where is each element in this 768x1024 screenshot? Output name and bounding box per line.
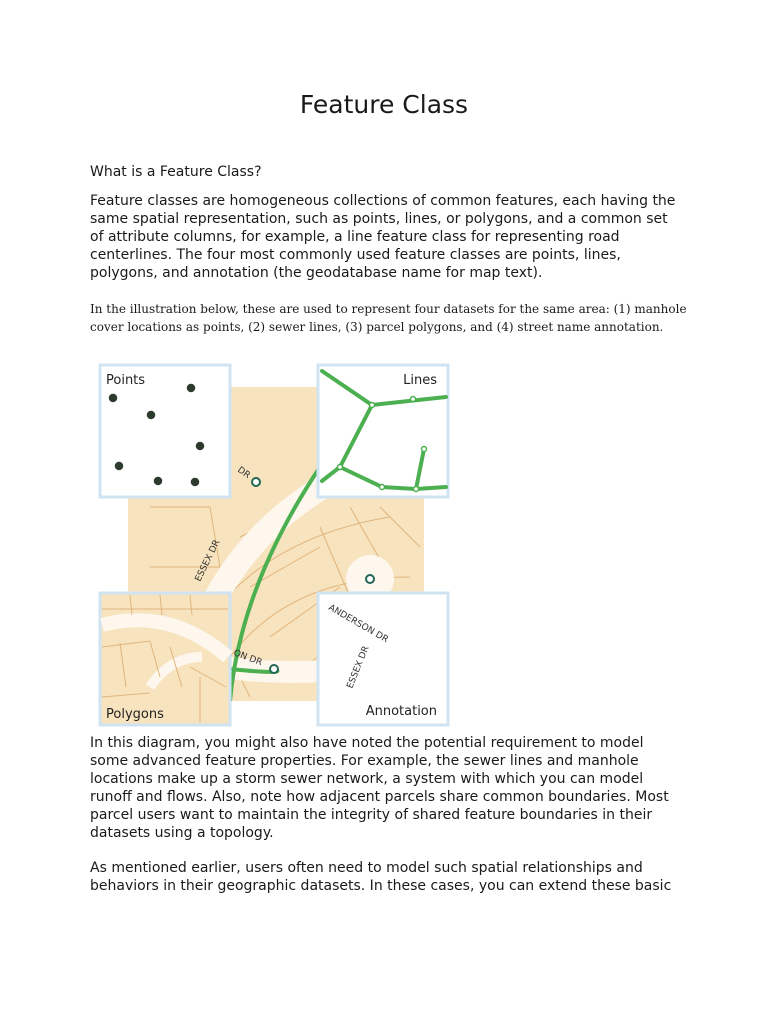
- paragraph-definition: Feature classes are homogeneous collections of common features, each having the same spatial representation, such as points, lines, or polygons, and a common set of attribute columns, for example, a line feature class for representing road centerlines. The four most commonly used feature classes are points, lines, polygons, and annotation (the geodatabase name for map text).: [90, 193, 676, 281]
- paragraph-advanced-properties: In this diagram, you might also have noted the potential requirement to model some advanced feature properties. For example, the sewer lines and manhole locations make up a storm sewer network, a system with which you can model runoff and flows. Also, note how adjacent parcels share common boundaries. Most parcel users want to maintain the integrity of shared feature boundaries in their datasets using a topology.: [90, 735, 669, 841]
- polygons-panel: [100, 593, 230, 725]
- illustration-svg: [90, 357, 460, 729]
- lines-panel: [318, 365, 448, 497]
- manhole-marker: [270, 665, 278, 673]
- feature-class-illustration: [90, 357, 460, 729]
- road-label-essex-partial: DR: [235, 465, 252, 482]
- paragraph-illustration-intro: In the illustration below, these are used to represent four datasets for the same area: (1) manhole cover locations as points, (2) sewer lines, (3) parcel polygons, and (4) street name annotation.: [90, 302, 687, 334]
- annotation-label: Annotation: [365, 704, 437, 719]
- points-label: Points: [106, 373, 146, 388]
- road-label-anderson-partial: ON DR: [231, 648, 264, 669]
- annotation-essex: ESSEX DR: [345, 644, 372, 691]
- road-label-essex: ESSEX DR: [193, 538, 223, 584]
- page-title: Feature Class: [299, 90, 469, 119]
- annotation-anderson: ANDERSON DR: [326, 602, 390, 646]
- lines-label: Lines: [403, 373, 437, 388]
- polygons-label: Polygons: [106, 707, 164, 722]
- section-question: What is a Feature Class?: [90, 164, 262, 180]
- annotation-panel: [318, 593, 448, 725]
- paragraph-spatial-relationships: As mentioned earlier, users often need to model such spatial relationships and behaviors in their geographic datasets. In these cases, you can extend these basic: [90, 860, 672, 894]
- manhole-marker: [252, 478, 260, 486]
- manhole-marker: [366, 575, 374, 583]
- points-panel: [100, 365, 230, 497]
